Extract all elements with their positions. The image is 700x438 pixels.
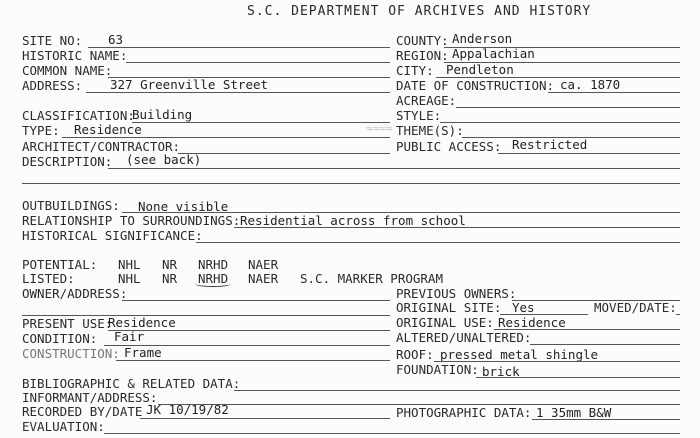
original-use-label: ORIGINAL USE: — [396, 315, 494, 330]
county-value: Anderson — [452, 31, 513, 46]
photographic-data-value: 1 35mm B&W — [536, 405, 612, 420]
style-label: STYLE: — [396, 108, 442, 123]
listed-label: LISTED: — [22, 271, 75, 286]
smudge-mark: ≈≈≈≈ — [366, 122, 393, 135]
recorded-by-label: RECORDED BY/DATE — [22, 404, 143, 419]
recorded-by-value: JK 10/19/82 — [146, 402, 229, 417]
public-access-value: Restricted — [512, 137, 588, 152]
description-line-2 — [22, 183, 680, 184]
historic-name-label: HISTORIC NAME: — [22, 48, 128, 63]
relationship-value: Residential across from school — [240, 213, 466, 228]
moved-date-label: MOVED/DATE: — [594, 300, 677, 315]
architect-line — [178, 153, 390, 154]
listed-nrhd: NRHD — [198, 271, 229, 286]
roof-value: pressed metal shingle — [440, 347, 599, 362]
historical-significance-line — [196, 242, 680, 243]
original-site-value: Yes — [512, 300, 535, 315]
previous-owners-label: PREVIOUS OWNERS: — [396, 286, 517, 301]
photographic-data-line — [532, 419, 680, 420]
present-use-line — [108, 330, 390, 331]
bibliographic-line — [234, 390, 680, 391]
type-line — [62, 137, 390, 138]
acreage-line — [456, 107, 680, 108]
date-construction-line — [548, 92, 680, 93]
classification-line — [132, 122, 390, 123]
style-line — [440, 122, 680, 123]
potential-label: POTENTIAL: — [22, 257, 98, 272]
site-no-line — [88, 47, 390, 48]
construction-label: CONSTRUCTION: — [22, 346, 120, 361]
foundation-label: FOUNDATION: — [396, 362, 479, 377]
address-line — [86, 92, 390, 93]
recorded-by-line — [140, 418, 390, 419]
owner-address-label: OWNER/ADDRESS: — [22, 286, 128, 301]
outbuildings-label: OUTBUILDINGS: — [22, 198, 120, 213]
potential-nr: NR — [162, 257, 178, 272]
common-name-label: COMMON NAME: — [22, 63, 113, 78]
potential-naer: NAER — [248, 257, 279, 272]
form-header: S.C. DEPARTMENT OF ARCHIVES AND HISTORY — [247, 4, 592, 19]
present-use-label: PRESENT USE: — [22, 316, 113, 331]
original-use-value: Residence — [498, 315, 566, 330]
informant-label: INFORMANT/ADDRESS: — [22, 390, 158, 405]
themes-label: THEME(S): — [396, 123, 464, 138]
foundation-value: brick — [482, 364, 520, 379]
county-label: COUNTY: — [396, 33, 449, 48]
potential-nrhd: NRHD — [198, 257, 229, 272]
foundation-line — [476, 377, 680, 378]
description-line — [108, 168, 680, 169]
region-value: Appalachian — [452, 46, 535, 61]
outbuildings-value: None visible — [138, 199, 229, 214]
city-label: CITY: — [396, 63, 434, 78]
construction-line — [116, 360, 390, 361]
evaluation-line — [104, 433, 680, 434]
construction-value: Frame — [124, 345, 162, 360]
listed-nhl: NHL — [118, 271, 141, 286]
address-value: 327 Greenville Street — [110, 77, 269, 92]
nrhd-selection-mark — [195, 281, 231, 287]
architect-label: ARCHITECT/CONTRACTOR: — [22, 139, 181, 154]
condition-value: Fair — [114, 329, 145, 344]
altered-label: ALTERED/UNALTERED: — [396, 330, 532, 345]
region-label: REGION: — [396, 48, 449, 63]
relationship-label: RELATIONSHIP TO SURROUNDINGS: — [22, 213, 241, 228]
present-use-value: Residence — [108, 315, 176, 330]
acreage-label: ACREAGE: — [396, 93, 457, 108]
historical-significance-label: HISTORICAL SIGNIFICANCE: — [22, 228, 203, 243]
condition-label: CONDITION: — [22, 331, 98, 346]
city-value: Pendleton — [446, 62, 514, 77]
potential-nhl: NHL — [118, 257, 141, 272]
roof-label: ROOF: — [396, 347, 434, 362]
address-label: ADDRESS: — [22, 78, 83, 93]
public-access-label: PUBLIC ACCESS: — [396, 139, 502, 154]
bibliographic-label: BIBLIOGRAPHIC & RELATED DATA: — [22, 376, 241, 391]
historic-name-line — [126, 62, 390, 63]
altered-line — [530, 344, 680, 345]
classification-value: Building — [132, 107, 193, 122]
owner-address-line — [122, 300, 390, 301]
sc-marker-program: S.C. MARKER PROGRAM — [300, 271, 443, 286]
date-construction-value: ca. 1870 — [560, 77, 621, 92]
listed-naer: NAER — [248, 271, 279, 286]
site-no-value: 63 — [108, 32, 124, 47]
moved-date-line — [676, 314, 680, 315]
type-label: TYPE: — [22, 123, 60, 138]
classification-label: CLASSIFICATION: — [22, 108, 135, 123]
site-no-label: SITE NO: — [22, 33, 83, 48]
date-construction-label: DATE OF CONSTRUCTION: — [396, 78, 555, 93]
evaluation-label: EVALUATION: — [22, 419, 105, 434]
listed-nr: NR — [162, 271, 178, 286]
description-value: (see back) — [126, 152, 202, 167]
original-site-label: ORIGINAL SITE: — [396, 300, 502, 315]
photographic-data-label: PHOTOGRAPHIC DATA: — [396, 405, 532, 420]
public-access-line — [498, 153, 680, 154]
type-value: Residence — [74, 122, 142, 137]
relationship-line — [234, 227, 680, 228]
description-label: DESCRIPTION: — [22, 154, 113, 169]
